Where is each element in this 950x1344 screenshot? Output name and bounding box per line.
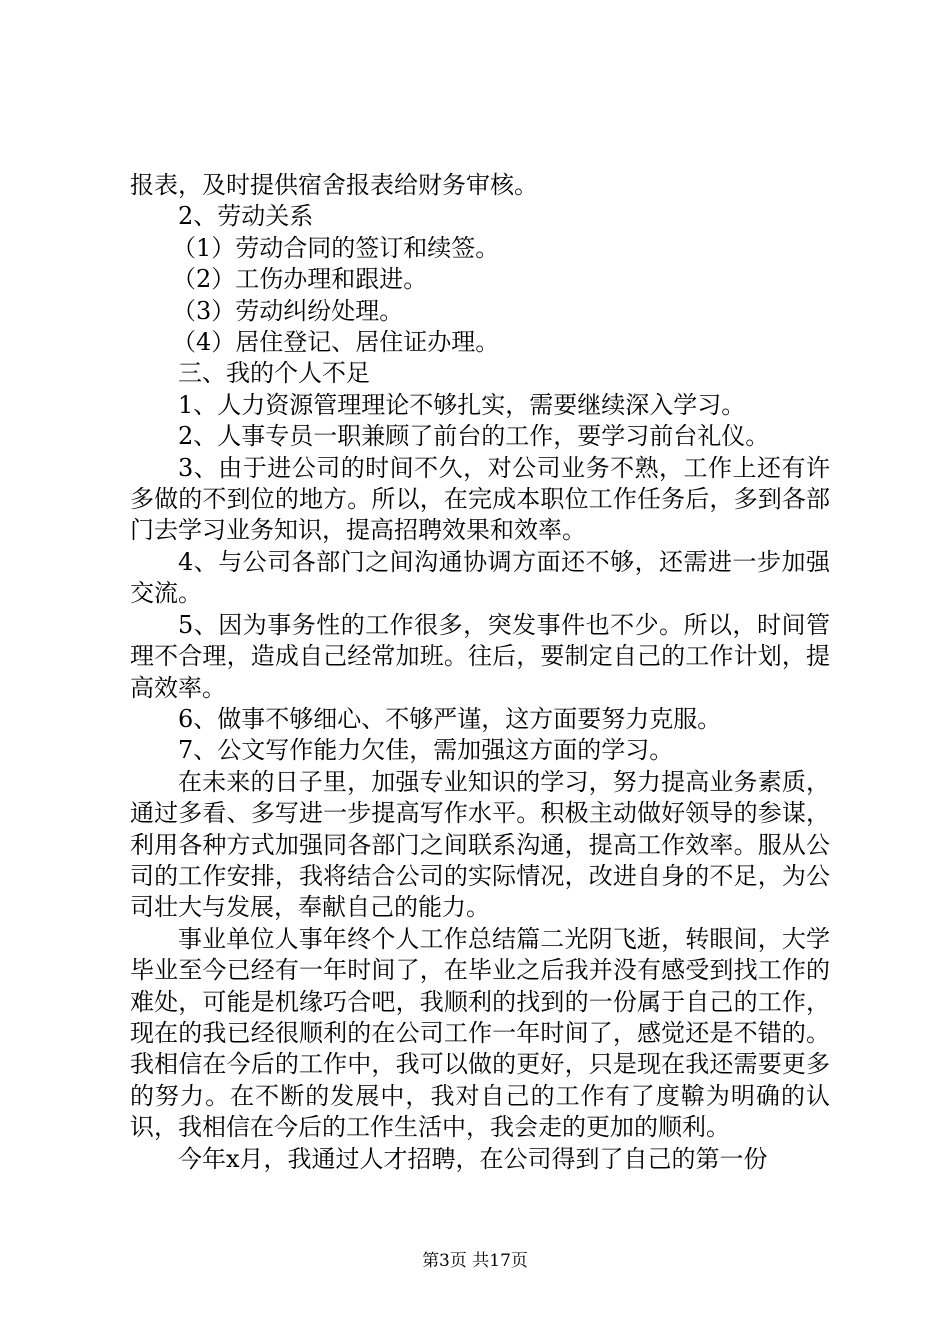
paragraph-summary-part-two: 事业单位人事年终个人工作总结篇二光阴飞逝，转眼间，大学毕业至今已经有一年时间了，在毕业之后我并没有感受到找工作的难处，可能是机缘巧合吧，我顺利的找到的一份属于自己的工作，现在的我已经很顺利的在公司工作一年时间了，感觉还是不错的。我相信在今后的工作中，我可以做的更好，只是现在我还需要更多的努力。在不断的发展中，我对自己的工作有了度鞥为明确的认识，我相信在今后的工作生活中，我会走的更加的顺利。 bbox=[130, 924, 830, 1142]
list-item-dispute: （3）劳动纠纷处理。 bbox=[172, 296, 404, 325]
shortcoming-item-7: 7、公文写作能力欠佳，需加强这方面的学习。 bbox=[178, 736, 674, 765]
page-number-footer: 第3页 共17页 bbox=[422, 1251, 528, 1271]
shortcoming-item-5: 5、因为事务性的工作很多，突发事件也不少。所以，时间管理不合理，造成自己经常加班。往后，要制定自己的工作计划，提高效率。 bbox=[130, 610, 830, 702]
document-body bbox=[130, 170, 830, 1175]
list-item-injury: （2）工伤办理和跟进。 bbox=[172, 265, 428, 294]
shortcoming-item-4: 4、与公司各部门之间沟通协调方面还不够，还需进一步加强交流。 bbox=[130, 547, 830, 608]
shortcoming-item-3: 3、由于进公司的时间不久，对公司业务不熟，工作上还有许多做的不到位的地方。所以，在完成本职位工作任务后，多到各部门去学习业务知识，提高招聘效果和效率。 bbox=[130, 453, 830, 545]
heading-shortcomings: 三、我的个人不足 bbox=[178, 359, 370, 388]
paragraph-report-tail: 报表，及时提供宿舍报表给财务审核。 bbox=[130, 171, 538, 199]
list-item-residence: （4）居住登记、居住证办理。 bbox=[172, 328, 500, 357]
shortcoming-item-1: 1、人力资源管理理论不够扎实，需要继续深入学习。 bbox=[178, 390, 746, 419]
shortcoming-item-6: 6、做事不够细心、不够严谨，这方面要努力克服。 bbox=[178, 704, 722, 733]
list-item-contract: （1）劳动合同的签订和续签。 bbox=[172, 233, 500, 262]
paragraph-this-year: 今年x月，我通过人才招聘，在公司得到了自己的第一份 bbox=[178, 1144, 768, 1173]
heading-labor-relations: 2、劳动关系 bbox=[178, 202, 314, 231]
paragraph-future-plan: 在未来的日子里，加强专业知识的学习，努力提高业务素质，通过多看、多写进一步提高写作水平。积极主动做好领导的参谋，利用各种方式加强同各部门之间联系沟通，提高工作效率。服从公司的工作安排，我将结合公司的实际情况，改进自身的不足，为公司壮大与发展，奉献自己的能力。 bbox=[130, 767, 830, 922]
shortcoming-item-2: 2、人事专员一职兼顾了前台的工作，要学习前台礼仪。 bbox=[178, 422, 770, 451]
